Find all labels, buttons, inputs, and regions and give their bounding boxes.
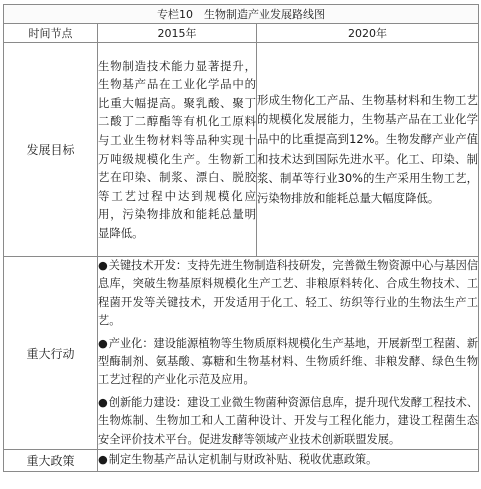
action-item	[98, 394, 478, 449]
policy-text: 制定生物基产品认定机制与财政补贴、税收优惠政策。	[108, 453, 378, 467]
roadmap-table	[3, 4, 479, 472]
bullet-icon: ●	[98, 395, 108, 409]
header-2015: 2015年	[98, 24, 257, 43]
header-time-node: 时间节点	[4, 24, 98, 43]
header-2020: 2020年	[257, 24, 479, 43]
bullet-icon: ●	[98, 453, 108, 467]
actions-cell	[98, 257, 479, 450]
goals-label: 发展目标	[4, 43, 98, 257]
header-row	[4, 24, 479, 43]
actions-row	[4, 257, 479, 450]
goals-2015-text: 生物制造技术能力显著提升，生物基产品在工业化学品中的比重大幅提高。聚乳酸、聚丁二酸丁二醇酯等有机化工原料与工业生物材料等品种实现十万吨级规模化生产。生物新工艺在印染、制浆、漂白、脱胶等工艺过程中达到规模化应用，污染物排放和能耗总量明显降低。	[98, 43, 257, 257]
title-row	[4, 5, 479, 24]
policy-cell	[98, 450, 479, 472]
action-text-innovation: 创新能力建设：建设工业微生物菌种资源信息库，提升现代发酵工程技术、生物炼制、生物加工和人工菌种设计、开发与工程化能力，建设工程菌生态安全评价技术平台。促进发酵等领域产业技术创新联盟发展。	[98, 395, 479, 446]
policy-row	[4, 450, 479, 472]
goals-row	[4, 43, 479, 257]
actions-label: 重大行动	[4, 257, 98, 450]
action-text-industrialization: 产业化：建设能源植物等生物质原料规模化生产基地，开展新型工程菌、新型酶制剂、氨基酸、寡糖和生物基材料、生物质纤维、非粮发酵、绿色生物工艺过程的产业化示范及应用。	[98, 336, 479, 387]
action-item	[98, 257, 478, 331]
bullet-icon: ●	[98, 336, 108, 350]
bullet-icon: ●	[98, 259, 108, 272]
action-text-key-tech: 关键技术开发：支持先进生物制造科技研发，完善微生物资源中心与基因信息库，突破生物基原料规模化生产工艺、非粮原料转化、合成生物技术、工程菌开发等关键技术，开发适用于化工、轻工、纺织等行业的生物法生产工艺。	[98, 259, 479, 328]
action-item	[98, 335, 478, 390]
policy-label: 重大政策	[4, 450, 98, 472]
table-title: 专栏10 生物制造产业发展路线图	[4, 5, 479, 24]
goals-2020-text: 形成生物化工产品、生物基材料和生物工艺的规模化发展能力，生物基产品在工业化学品中的比重提高到12%。生物发酵产业产值和技术达到国际先进水平。化工、印染、制浆、制革等行业30%的生产采用生物工艺，污染物排放和能耗总量大幅度降低。	[257, 43, 479, 257]
